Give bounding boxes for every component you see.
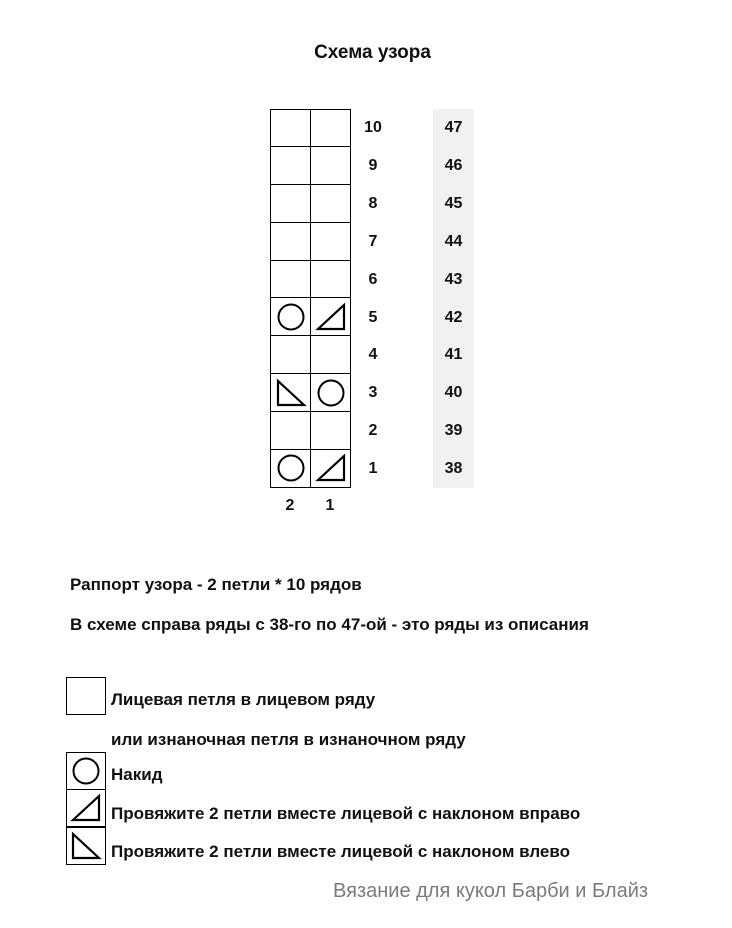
description-row-number: 40 bbox=[444, 384, 463, 402]
chart-row bbox=[271, 223, 351, 261]
stitch-cell-knit bbox=[311, 110, 351, 146]
chart-row-number: 10 bbox=[364, 119, 382, 136]
yarn-over-icon bbox=[71, 756, 101, 786]
chart-row bbox=[271, 336, 351, 374]
stitch-cell-k2tog-right bbox=[311, 298, 351, 335]
chart-row-number: 5 bbox=[368, 308, 378, 326]
description-row-number: 38 bbox=[444, 460, 463, 478]
chart-row-number: 3 bbox=[368, 384, 378, 402]
k2tog-right-icon bbox=[70, 793, 102, 823]
stitch-cell-yarn-over bbox=[311, 374, 351, 411]
stitch-cell-k2tog-left bbox=[271, 374, 311, 411]
chart-row-number: 6 bbox=[368, 270, 378, 288]
k2tog-left-icon bbox=[70, 831, 102, 861]
stitch-cell-knit bbox=[311, 336, 351, 373]
legend-label-k2tog-left: Провяжите 2 петли вместе лицевой с наклоном влево bbox=[111, 842, 570, 861]
knitting-chart-grid bbox=[270, 109, 351, 488]
stitch-cell-knit bbox=[311, 185, 351, 222]
stitch-cell-knit bbox=[311, 412, 351, 449]
yarn-over-icon bbox=[276, 302, 306, 332]
legend-symbol-k2tog-right bbox=[66, 789, 106, 827]
description-row-number: 47 bbox=[444, 119, 463, 136]
chart-row bbox=[271, 412, 351, 450]
yarn-over-icon bbox=[276, 453, 306, 483]
repeat-note: Раппорт узора - 2 петли * 10 рядов bbox=[70, 575, 362, 594]
stitch-cell-knit bbox=[271, 110, 311, 146]
k2tog-left-icon bbox=[275, 378, 307, 408]
stitch-cell-knit bbox=[311, 147, 351, 184]
stitch-cell-k2tog-right bbox=[311, 450, 351, 487]
watermark-footer: Вязание для кукол Барби и Блайз bbox=[333, 880, 649, 902]
k2tog-right-icon bbox=[315, 302, 347, 332]
chart-title: Схема узора bbox=[314, 42, 431, 63]
stitch-cell-knit bbox=[271, 185, 311, 222]
chart-row bbox=[271, 298, 351, 336]
stitch-cell-knit bbox=[271, 261, 311, 298]
stitch-cell-knit bbox=[271, 412, 311, 449]
legend-symbol-k2tog-left bbox=[66, 827, 106, 865]
chart-row bbox=[271, 147, 351, 185]
description-row-number: 46 bbox=[444, 156, 463, 174]
legend-label-purl: или изнаночная петля в изнаночном ряду bbox=[111, 730, 466, 749]
description-row-number: 42 bbox=[444, 308, 463, 326]
legend-label-yarn-over: Накид bbox=[111, 765, 163, 784]
column-number: 1 bbox=[325, 497, 335, 514]
k2tog-right-icon bbox=[315, 453, 347, 483]
stitch-cell-knit bbox=[311, 261, 351, 298]
description-row-number: 41 bbox=[444, 346, 463, 364]
chart-row-number: 2 bbox=[368, 422, 378, 440]
chart-row bbox=[271, 450, 351, 488]
description-row-number: 44 bbox=[444, 232, 463, 250]
chart-row-number: 9 bbox=[368, 156, 378, 174]
chart-row bbox=[271, 185, 351, 223]
legend-label-k2tog-right: Провяжите 2 петли вместе лицевой с наклоном вправо bbox=[111, 804, 581, 823]
stitch-cell-yarn-over bbox=[271, 298, 311, 335]
yarn-over-icon bbox=[316, 378, 346, 408]
legend-symbol-yarn-over bbox=[66, 752, 106, 790]
description-row-number: 39 bbox=[444, 422, 463, 440]
chart-row-number: 1 bbox=[368, 460, 378, 478]
rows-info-note: В схеме справа ряды с 38-го по 47-ой - это ряды из описания bbox=[70, 615, 589, 634]
stitch-cell-yarn-over bbox=[271, 450, 311, 487]
stitch-cell-knit bbox=[271, 223, 311, 260]
legend-label-knit: Лицевая петля в лицевом ряду bbox=[111, 690, 376, 709]
stitch-cell-knit bbox=[311, 223, 351, 260]
chart-row-number: 7 bbox=[368, 232, 378, 250]
chart-row bbox=[271, 109, 351, 147]
chart-row bbox=[271, 374, 351, 412]
stitch-cell-knit bbox=[271, 336, 311, 373]
column-numbers bbox=[270, 497, 350, 515]
chart-row-number: 8 bbox=[368, 194, 378, 212]
legend-symbol-empty bbox=[66, 677, 106, 715]
column-number: 2 bbox=[285, 497, 295, 514]
description-row-number: 43 bbox=[444, 270, 463, 288]
stitch-cell-knit bbox=[271, 147, 311, 184]
chart-row-number: 4 bbox=[368, 346, 378, 364]
description-row-number: 45 bbox=[444, 194, 463, 212]
chart-row bbox=[271, 261, 351, 299]
